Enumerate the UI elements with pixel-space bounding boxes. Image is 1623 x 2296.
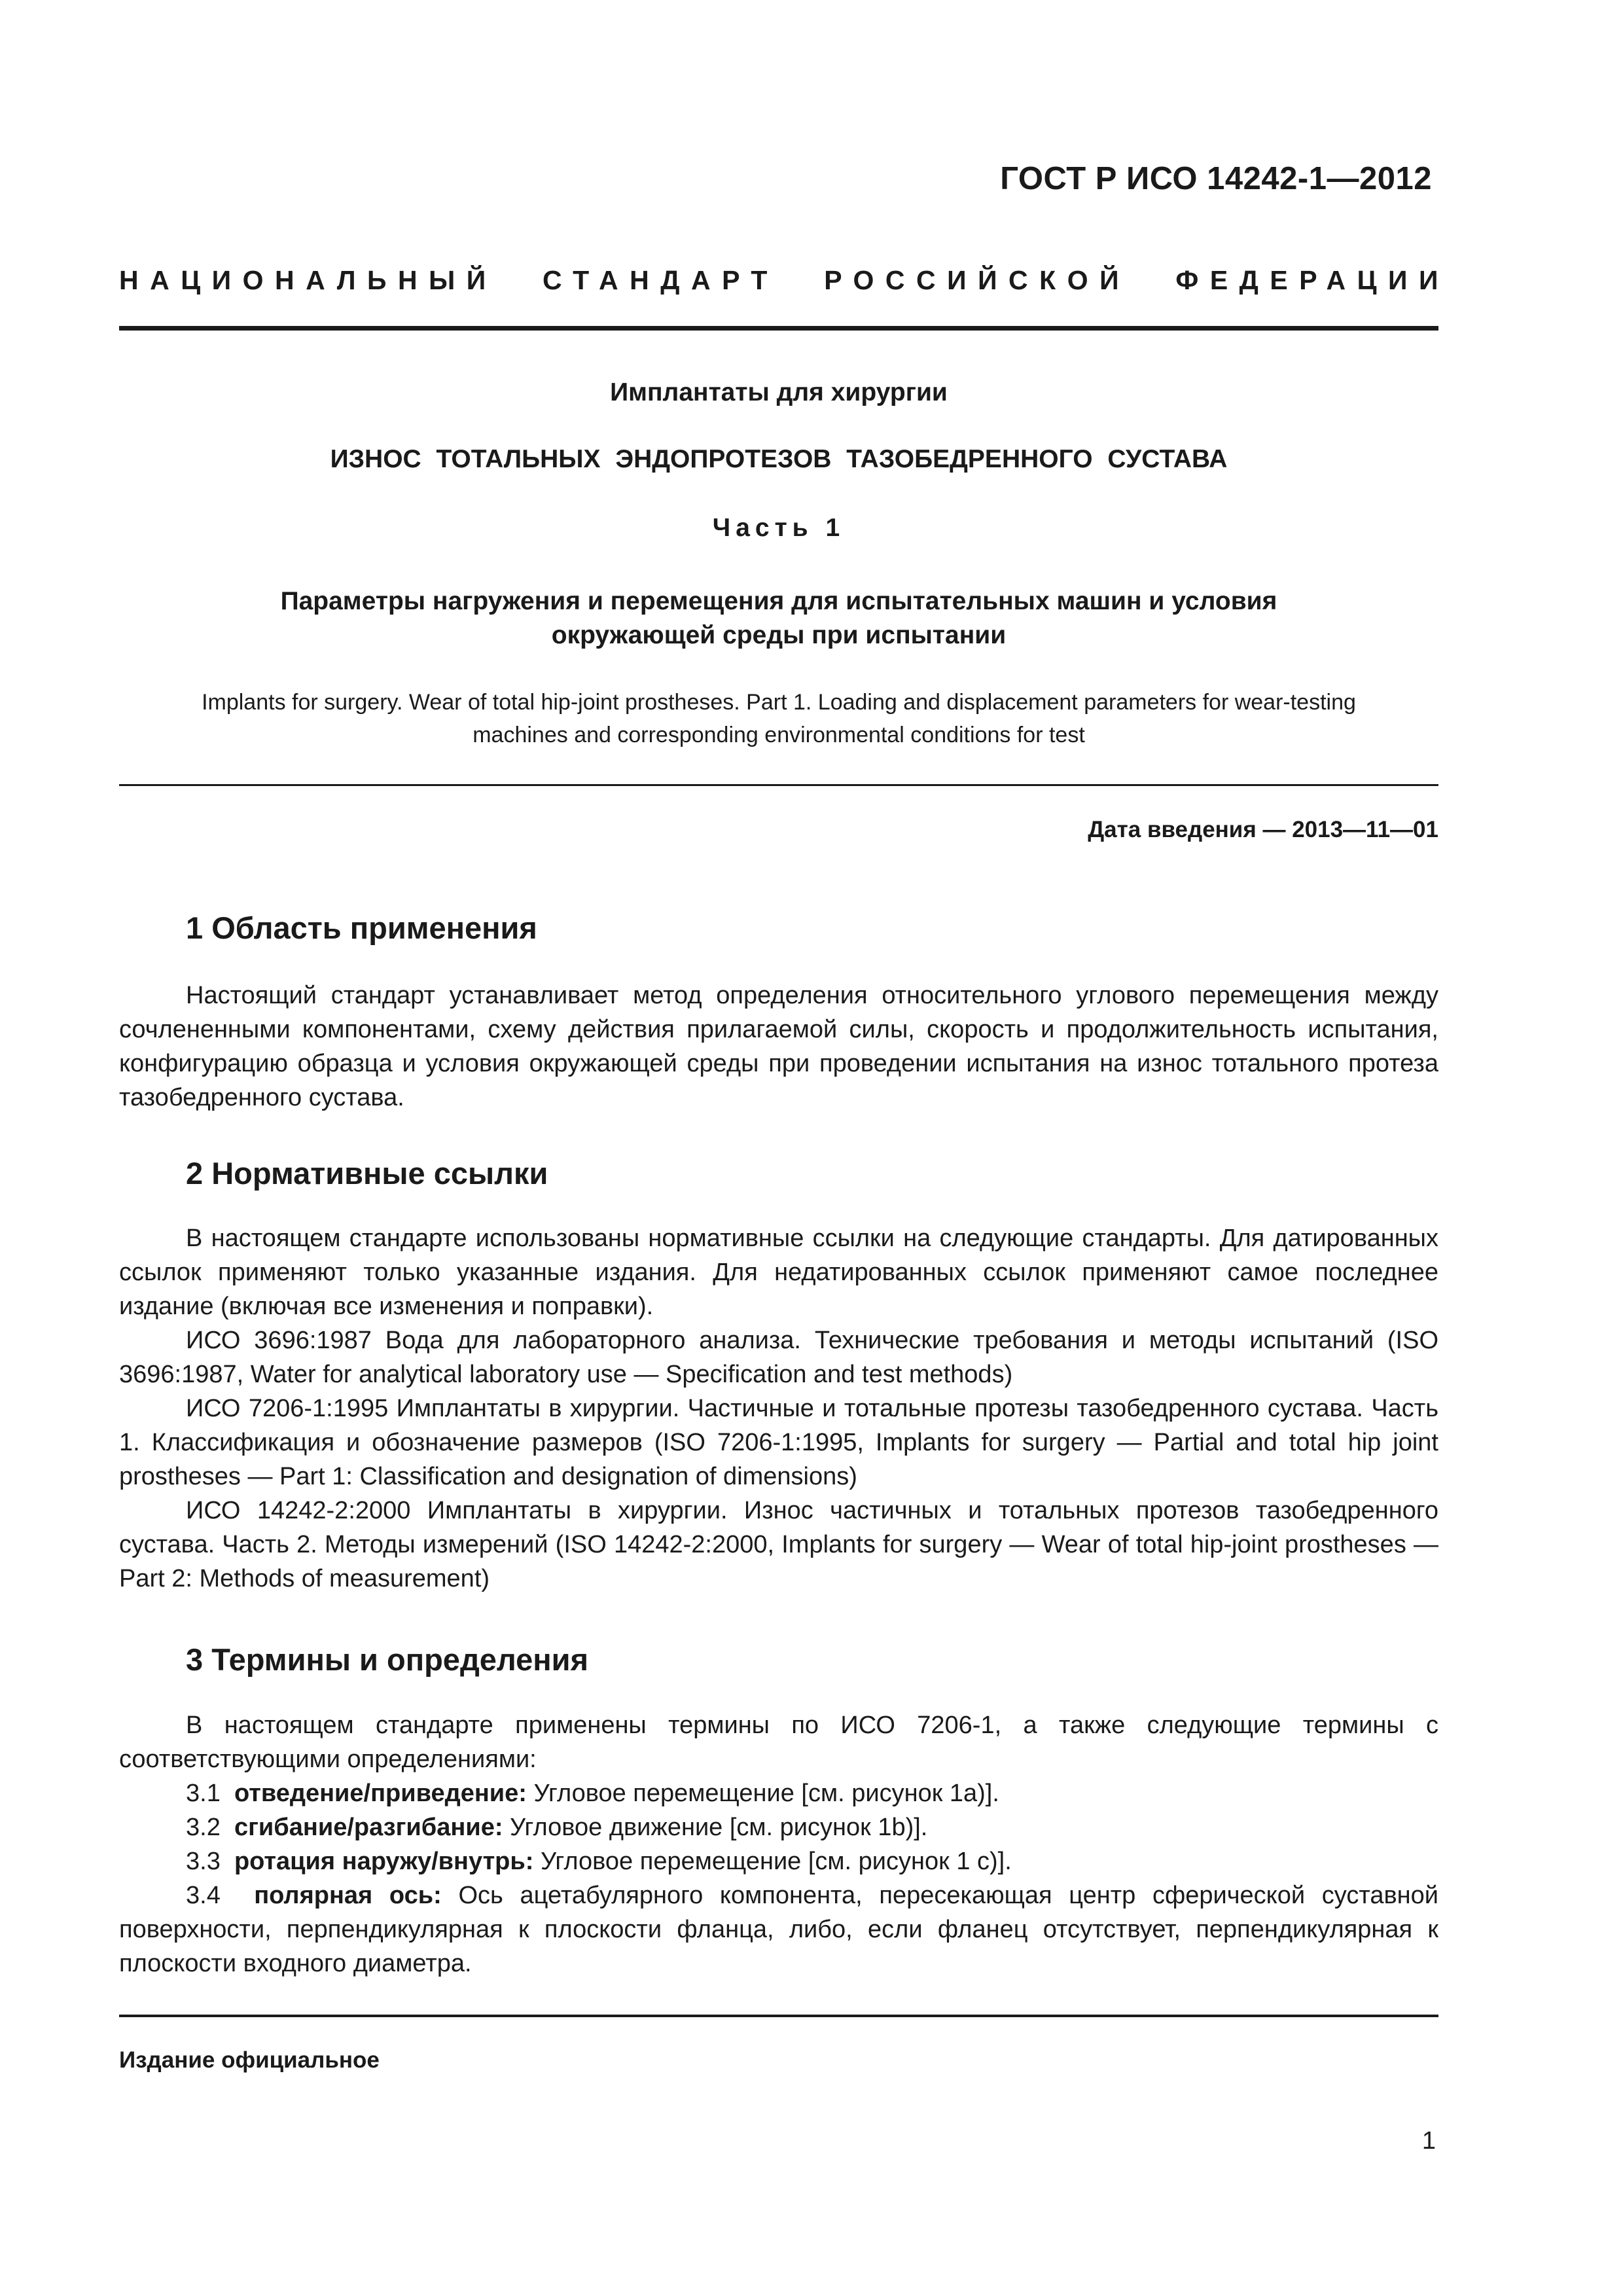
section-3-body: [119, 1708, 1438, 1981]
official-edition-label: Издание официальное: [119, 2047, 380, 2073]
heading-word: НАЦИОНАЛЬНЫЙ: [119, 265, 497, 295]
english-title: [119, 686, 1438, 751]
header-divider: [119, 326, 1438, 331]
section-2-title: 2 Нормативные ссылки: [186, 1156, 548, 1191]
term-name: сгибание/разгибание:: [234, 1814, 503, 1841]
paragraph: В настоящем стандарте использованы нормативные ссылки на следующие стандарты. Для датированных ссылок применяют только указанные издания. Для недатированных ссылок применяют самое последнее издание (включая все изменения и поправки).: [119, 1225, 1438, 1320]
sub-title-line: окружающей среды при испытании: [551, 621, 1007, 649]
english-title-line: machines and corresponding environmental conditions for test: [473, 723, 1085, 747]
heading-word: ФЕДЕРАЦИИ: [1175, 265, 1450, 295]
section-1-body: [119, 978, 1438, 1115]
term-name: ротация наружу/внутрь:: [234, 1848, 534, 1875]
introduction-date: Дата введения — 2013—11—01: [1088, 817, 1438, 842]
sub-title: [119, 584, 1438, 653]
page-number: 1: [1421, 2127, 1436, 2155]
term-item: [119, 1878, 1438, 1981]
part-label: Часть 1: [712, 514, 846, 542]
standard-heading: [119, 265, 1450, 296]
reference-item: ИСО 3696:1987 Вода для лабораторного анализа. Технические требования и методы испытаний (ISO 3696:1987, Water for analytical laboratory use — Specification and test methods): [119, 1327, 1438, 1388]
term-definition: Угловое перемещение [см. рисунок 1 c)].: [540, 1848, 1012, 1875]
term-number: 3.3: [186, 1848, 221, 1875]
section-3-title: 3 Термины и определения: [186, 1642, 588, 1677]
term-name: отведение/приведение:: [234, 1780, 527, 1807]
main-title: ИЗНОС ТОТАЛЬНЫХ ЭНДОПРОТЕЗОВ ТАЗОБЕДРЕННОГО СУСТАВА: [330, 445, 1228, 473]
reference-item: ИСО 7206-1:1995 Имплантаты в хирургии. Частичные и тотальные протезы тазобедренного сустава. Часть 1. Классификация и обозначение размеров (ISO 7206-1:1995, Implants for surgery — Partial and total hip joint prostheses — Part 1: Classification and designation of dimensions): [119, 1395, 1438, 1490]
section-2-body: [119, 1221, 1438, 1596]
term-item: [119, 1810, 1438, 1844]
term-item: [119, 1844, 1438, 1878]
term-number: 3.4: [186, 1882, 221, 1909]
footer-divider: [119, 2015, 1438, 2017]
term-definition: Угловое движение [см. рисунок 1b)].: [510, 1814, 928, 1841]
term-definition: Ось ацетабулярного компонента, пересекающая центр сферической суставной поверхности, перпендикулярная к плоскости фланца, либо, если фланец отсутствует, перпендикулярная к плоскости входного диаметра.: [119, 1882, 1438, 1977]
reference-item: ИСО 14242-2:2000 Имплантаты в хирургии. Износ частичных и тотальных протезов тазобедренного сустава. Часть 2. Методы измерений (ISO 14242-2:2000, Implants for surgery — Wear of total hip-joint prostheses — Part 2: Methods of measurement): [119, 1497, 1438, 1592]
sub-title-line: Параметры нагружения и перемещения для испытательных машин и условия: [280, 587, 1277, 615]
term-definition: Угловое перемещение [см. рисунок 1a)].: [533, 1780, 999, 1807]
term-item: [119, 1776, 1438, 1810]
term-number: 3.2: [186, 1814, 221, 1841]
heading-word: РОССИЙСКОЙ: [824, 265, 1131, 295]
title-divider: [119, 784, 1438, 786]
paragraph: В настоящем стандарте применены термины по ИСО 7206-1, а также следующие термины с соответствующими определениями:: [119, 1712, 1438, 1773]
heading-word: СТАНДАРТ: [542, 265, 779, 295]
paragraph: Настоящий стандарт устанавливает метод определения относительного углового перемещения между сочлененными компонентами, схему действия прилагаемой силы, скорость и продолжительность испытания, конфигурацию образца и условия окружающей среды при проведении испытания на износ тотального протеза тазобедренного сустава.: [119, 982, 1438, 1111]
document-code: ГОСТ Р ИСО 14242-1—2012: [1000, 161, 1432, 196]
english-title-line: Implants for surgery. Wear of total hip-joint prostheses. Part 1. Loading and displacement parameters for wear-testing: [202, 690, 1356, 715]
section-1-title: 1 Область применения: [186, 910, 537, 945]
term-number: 3.1: [186, 1780, 221, 1807]
term-name: полярная ось:: [254, 1882, 442, 1909]
group-title: Имплантаты для хирургии: [610, 378, 948, 406]
